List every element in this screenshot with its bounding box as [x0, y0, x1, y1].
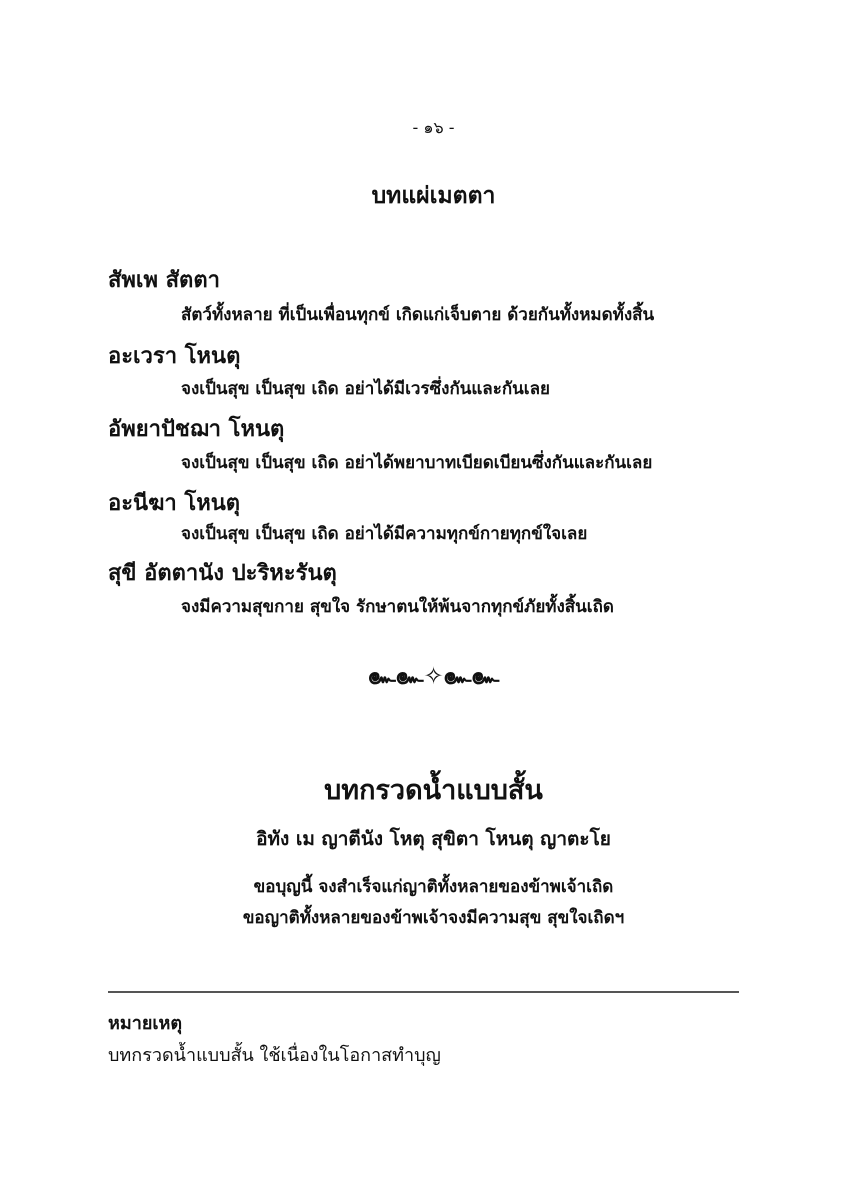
verse-meaning-4: จงเป็นสุข เป็นสุข เถิด อย่าได้มีความทุกข์กายทุกข์ใจเลย: [181, 524, 588, 544]
water-chant-pali: อิทัง เม ญาตีนัง โหตุ สุขิตา โหนตุ ญาตะโย: [256, 828, 611, 850]
verse-meaning-2: จงเป็นสุข เป็นสุข เถิด อย่าได้มีเวรซึ่งกันและกันเลย: [181, 379, 550, 399]
verse-meaning-5: จงมีความสุขกาย สุขใจ รักษาตนให้พ้นจากทุกข์ภัยทั้งสิ้นเถิด: [181, 597, 614, 617]
note-heading: หมายเหตุ: [108, 1013, 183, 1034]
verse-pali-3: อัพยาปัชฌา โหนตุ: [108, 417, 285, 442]
verse-meaning-1: สัตว์ทั้งหลาย ที่เป็นเพื่อนทุกข์ เกิดแก่เจ็บตาย ด้วยกันทั้งหมดทั้งสิ้น: [181, 305, 655, 325]
page-number: - ๑๖ -: [412, 118, 455, 137]
water-chant-translation-1: ขอบุญนี้ จงสำเร็จแก่ญาติทั้งหลายของข้าพเจ้าเถิด: [253, 877, 614, 897]
footnote-divider: [108, 991, 739, 993]
verse-pali-4: อะนีฆา โหนตุ: [108, 491, 241, 516]
verse-meaning-3: จงเป็นสุข เป็นสุข เถิด อย่าได้พยาบาทเบียดเบียนซึ่งกันและกันเลย: [181, 453, 653, 473]
section-ornament: ๛๛✧๛๛: [367, 662, 500, 690]
water-chant-title: บทกรวดน้ำแบบสั้น: [324, 775, 543, 806]
verse-pali-2: อะเวรา โหนตุ: [108, 344, 241, 369]
note-text: บทกรวดน้ำแบบสั้น ใช้เนื่องในโอกาสทำบุญ: [108, 1045, 441, 1066]
verse-pali-5: สุขี อัตตานัง ปะริหะรันตุ: [108, 561, 337, 586]
metta-title: บทแผ่เมตตา: [371, 183, 496, 209]
water-chant-translation-2: ขอญาติทั้งหลายของข้าพเจ้าจงมีความสุข สุขใจเถิดฯ: [242, 908, 625, 928]
verse-pali-1: สัพเพ สัตตา: [108, 268, 220, 293]
